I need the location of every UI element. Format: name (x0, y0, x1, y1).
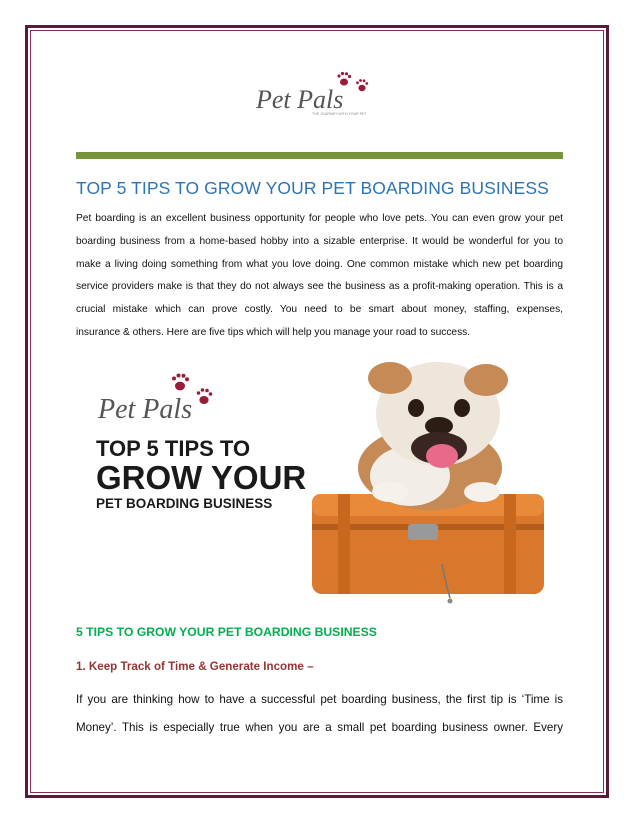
hero-logo-wordmark: Pet Pals (98, 394, 193, 425)
tip-1-line: Money’. This is especially true when you are a small pet boarding business owner. Every (76, 721, 563, 734)
title-rule (76, 152, 563, 159)
bulldog-illustration (358, 362, 508, 510)
logo-wordmark: Pet Pals (256, 85, 344, 114)
tip-1-heading: 1. Keep Track of Time & Generate Income – (76, 660, 314, 673)
page-title: TOP 5 TIPS TO GROW YOUR PET BOARDING BUSINESS (76, 178, 549, 198)
intro-line: make a living doing something from what you love doing. One common mistake which new pet boarding (76, 258, 563, 270)
tip-1-paragraph (76, 686, 563, 742)
pet-pals-logo (250, 68, 390, 120)
hero-line-2: GROW YOUR (96, 459, 307, 496)
tip-1-line: If you are thinking how to have a successful pet boarding business, the first tip is ‘Time is (76, 693, 563, 706)
hero-line-1: TOP 5 TIPS TO (96, 436, 251, 461)
intro-line: service providers make is that they do not always see the business as a profit-making operation. This is a (76, 281, 563, 293)
hero-line-3: PET BOARDING BUSINESS (96, 496, 273, 511)
logo-tagline: THE JOURNEY WITH YOUR PET (312, 112, 367, 116)
intro-line: boarding business from a home-based hobby into a sizable enterprise. It would be wonderful for you to (76, 235, 563, 247)
section-heading: 5 TIPS TO GROW YOUR PET BOARDING BUSINESS (76, 625, 377, 639)
intro-line: crucial mistake which can prove costly. You need to be smart about money, staffing, expenses, (76, 304, 563, 316)
intro-line: insurance & others. Here are five tips which will help you manage your road to success. (76, 326, 471, 338)
intro-line: Pet boarding is an excellent business opportunity for people who love pets. You can even grow your pet (76, 213, 563, 224)
intro-paragraph (76, 208, 563, 345)
suitcase-illustration (312, 494, 544, 604)
hero-banner-image (90, 356, 550, 606)
